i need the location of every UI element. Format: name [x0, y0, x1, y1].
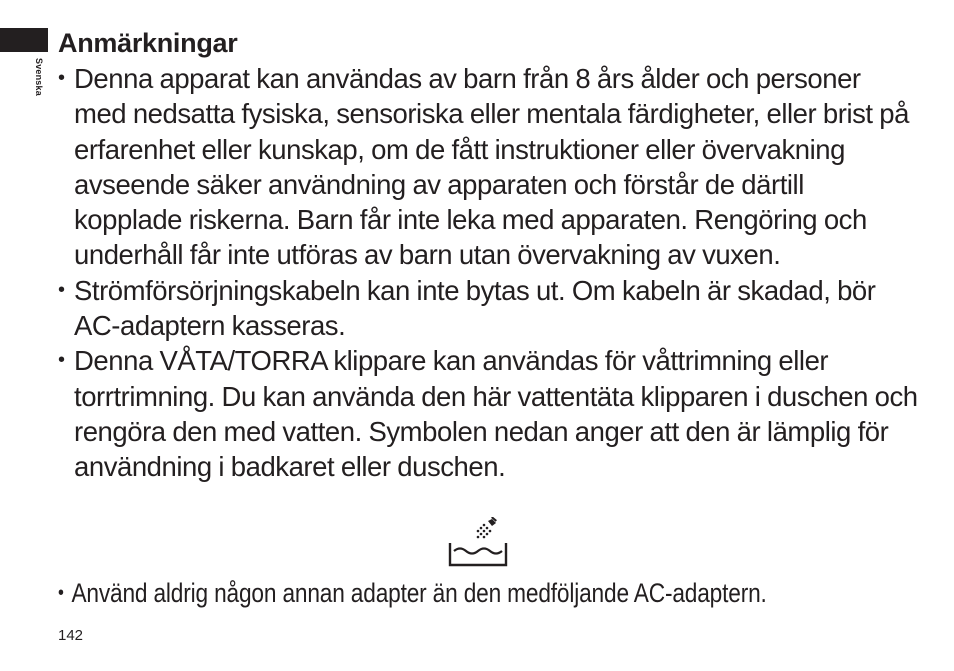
page-number: 142 — [58, 627, 84, 644]
shower-bath-icon — [444, 517, 512, 569]
language-side-label: Svenska — [34, 58, 44, 96]
list-item: • Denna apparat kan användas av barn från 8 års ålder och personer med nedsatta fysiska, sensoriska eller mentala färdigheter, eller brist på erfarenhet eller kunskap, om de fått instruktioner eller övervakning avseende säker användning av apparaten och förstår de därtill kopplade riskerna. Barn får inte leka med apparaten. Rengöring och underhåll får inte utföras av barn utan övervakning av vuxen. — [58, 61, 918, 273]
list-item: • Strömförsörjningskabeln kan inte bytas ut. Om kabeln är skadad, bör AC-adaptern kasseras. — [58, 273, 918, 344]
final-note: • Använd aldrig någon annan adapter än den medföljande AC-adaptern. — [58, 576, 811, 610]
list-item: • Denna VÅTA/TORRA klippare kan användas för våttrimning eller torrtrimning. Du kan använda den här vattentäta klipparen i duschen och rengöra den med vatten. Symbolen nedan anger att den är lämplig för användning i badkaret eller duschen. — [58, 343, 918, 484]
section-heading: Anmärkningar — [58, 28, 238, 58]
language-tab-marker — [0, 28, 48, 52]
notes-list — [58, 61, 918, 485]
